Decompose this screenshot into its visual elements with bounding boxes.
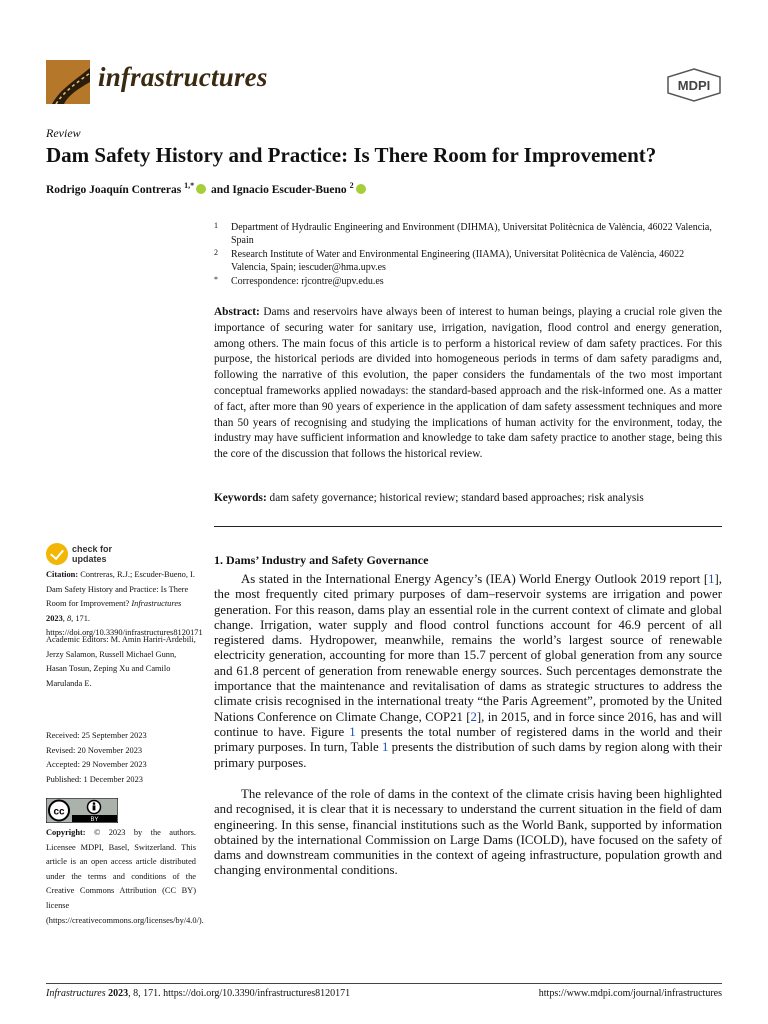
keywords-label: Keywords: bbox=[214, 492, 267, 504]
affiliation-mark: 2 bbox=[214, 248, 218, 257]
publication-dates bbox=[46, 729, 196, 787]
citation: Citation: Contreras, R.J.; Escuder-Bueno, I. Dam Safety History and Practice: Is There Room for Improvement? Infrastructures 2023, 8, 171. https://doi.org/10.3390/infrastructures8120171 bbox=[46, 570, 203, 638]
cc-by-label: BY bbox=[90, 817, 99, 823]
affiliation-text: Research Institute of Water and Environmental Engineering (IIAMA), Universitat Politècnica de València, 46022 Valencia, Spain; iescuder@hma.upv.es bbox=[231, 249, 685, 273]
journal-logo-icon bbox=[46, 60, 90, 104]
citation-text: Contreras, R.J.; Escuder-Bueno, I. Dam Safety History and Practice: Is There Room for Improvement? bbox=[46, 570, 195, 609]
revised-date: Revised: 20 November 2023 bbox=[46, 745, 143, 755]
reference-link[interactable]: 1 bbox=[708, 572, 715, 586]
section-heading: 1. Dams’ Industry and Safety Governance bbox=[214, 553, 429, 567]
affiliation-item bbox=[214, 221, 722, 247]
correspondence-item bbox=[214, 275, 722, 288]
accepted-date: Accepted: 29 November 2023 bbox=[46, 760, 147, 770]
received-date: Received: 25 September 2023 bbox=[46, 731, 147, 740]
check-updates-line: check for bbox=[72, 544, 113, 554]
footer-citation bbox=[46, 988, 350, 999]
journal-name: infrastructures bbox=[98, 62, 268, 92]
footer-journal-url[interactable]: https://www.mdpi.com/journal/infrastructures bbox=[538, 988, 722, 999]
check-updates-text bbox=[72, 544, 112, 564]
checkmark-icon bbox=[46, 543, 68, 565]
author-name[interactable]: Rodrigo Joaquín Contreras bbox=[46, 183, 182, 196]
copyright-text: © 2023 by the authors. Licensee MDPI, Basel, Switzerland. This article is an open access article distributed under the terms and conditions of the Creative Commons Attribution (CC BY) license (https://creativecommons.org/licenses/by/4.0/). bbox=[46, 828, 204, 925]
footer-divider bbox=[46, 983, 722, 984]
abstract-text: Dams and reservoirs have always been of interest to human beings, playing a crucial role given the importance of securing water for sanitary use, irrigation, navigation, flood control and energy generation, among others. The main focus of this article is to perform a historical review of dam safety practices. For this purpose, the historical periods are divided into homogeneous periods in terms of dam safety paradigms and, following the narrative of this evolution, the paper considers the fundamentals of the two most important conceptual frameworks applied nowadays: the standard-based approach and the risk-informed one. As a matter of fact, after more than 90 years of experience in the application of dam safety assessment techniques and more than 50 years of recognising and studying the implications of human activity for the environment, today, the industry may have sufficient information and knowledge to take dam safety practice to another stage, being this the core of the discussion that follows the historical review. bbox=[214, 306, 722, 461]
affiliation-mark: * bbox=[214, 275, 218, 284]
paragraph-text: presents the distribution of such dams by region along with their primary purposes. bbox=[214, 740, 722, 770]
abstract bbox=[214, 305, 722, 463]
divider bbox=[214, 526, 722, 527]
affiliation-item bbox=[214, 248, 722, 274]
citation-volume: 8 bbox=[66, 613, 72, 623]
article-type: Review bbox=[46, 126, 81, 140]
mdpi-logo-text: MDPI bbox=[677, 78, 711, 93]
citation-year: 2023 bbox=[46, 613, 63, 623]
copyright bbox=[46, 826, 204, 928]
affiliations bbox=[214, 221, 722, 289]
author-name[interactable]: Ignacio Escuder-Bueno bbox=[232, 183, 347, 196]
academic-editors: Academic Editors: M. Amin Hariri-Ardebili, Jerzy Salamon, Russell Michael Gunn, Hasan Tosun, Zeping Xu and Camilo Marulanda E. bbox=[46, 635, 196, 688]
keywords-text: dam safety governance; historical review; standard based approaches; risk analysis bbox=[269, 492, 644, 504]
copyright-label: Copyright: bbox=[46, 828, 86, 837]
author-affiliation-mark: 2 bbox=[349, 181, 354, 190]
svg-text:cc: cc bbox=[53, 806, 65, 818]
affiliation-mark: 1 bbox=[214, 221, 218, 230]
paragraph-text: As stated in the International Energy Agency’s (IEA) World Energy Outlook 2019 report [ bbox=[241, 572, 709, 586]
published-date: Published: 1 December 2023 bbox=[46, 774, 143, 784]
article-title: Dam Safety History and Practice: Is There Room for Improvement? bbox=[46, 143, 657, 167]
author-conjunction: and bbox=[211, 183, 230, 196]
body-paragraph: The relevance of the role of dams in the context of the climate crisis having been highlighted and recognised, it is clear that it is necessary to understand the current situation in the field of dam engineering. In this sense, financial institutions such as the World Bank, supported by information obtained by the international Commission on Large Dams (ICOLD), have focused on the safety of dams and downstream communities in the context of ageing infrastructure, population growth and changing environmental conditions. bbox=[214, 787, 722, 878]
reference-link[interactable]: 2 bbox=[470, 709, 477, 724]
paragraph-text: ], in 2015, and in force since 2016, has and will continue to have. Figure bbox=[214, 709, 722, 739]
orcid-icon[interactable] bbox=[356, 184, 366, 194]
citation-journal: Infrastructures bbox=[131, 599, 182, 609]
figure-link[interactable]: 1 bbox=[349, 724, 356, 739]
footer-doi[interactable]: , 8, 171. https://doi.org/10.3390/infrastructures8120171 bbox=[128, 988, 351, 999]
correspondence-text: Correspondence: rjcontre@upv.edu.es bbox=[231, 276, 384, 287]
citation-doi[interactable]: , 171. https://doi.org/10.3390/infrastructures8120171 bbox=[46, 613, 203, 638]
author-list bbox=[46, 181, 368, 196]
footer-journal: Infrastructures bbox=[46, 988, 106, 999]
paragraph-text: presents the total number of registered dams in the world and their primary purposes. In turn, Table bbox=[214, 724, 722, 755]
affiliation-text: Department of Hydraulic Engineering and Environment (DIHMA), Universitat Politècnica de València, 46022 Valencia, Spain bbox=[231, 222, 712, 246]
author-affiliation-mark: 1,* bbox=[184, 181, 195, 190]
table-link[interactable]: 1 bbox=[381, 740, 389, 755]
mdpi-logo-icon bbox=[666, 68, 722, 102]
check-for-updates-button[interactable] bbox=[46, 543, 166, 567]
abstract-label: Abstract: bbox=[214, 306, 260, 318]
paragraph-text: ], the most frequently cited primary purposes of dam–reservoir systems are irrigation and power generation. For this reason, dams play an essential role in the current context of climate and global change. Irrigation, water supply and flood control functions account for 46.9 percent of all registered dams. Hydropower, meanwhile, remains the world’s largest source of renewable electricity generation, accounting for more than 15.7 percent of global generation from any source and 61.8 percent of generation from renewable energy sources. Such percentages demonstrate the importance that the maintenance and revitalisation of dams as strategic structures to address the climate crisis recognised in the international treaty “the Paris Agreement”, promoted by the United Nations Conference on Climate Change, COP21 [ bbox=[214, 572, 722, 724]
keywords bbox=[214, 492, 722, 504]
cc-by-license-icon[interactable] bbox=[46, 798, 118, 823]
citation-label: Citation: bbox=[46, 570, 79, 579]
orcid-icon[interactable] bbox=[196, 184, 206, 194]
footer-year: 2023 bbox=[108, 988, 129, 999]
body-paragraph bbox=[214, 572, 722, 771]
check-updates-line: updates bbox=[72, 554, 107, 564]
